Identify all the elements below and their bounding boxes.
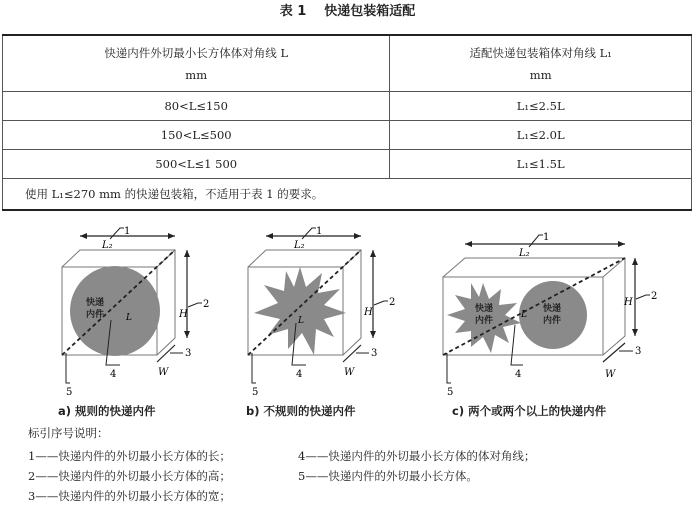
svg-text:5: 5 [447,387,454,398]
table-row [3,92,692,121]
table-title [0,0,695,19]
legend-item-3: 3——快递内件的外切最小长方体的宽； [28,489,231,503]
item-label: 快递内件 [86,298,105,320]
ratio-cell: L₁≤1.5L [390,150,692,179]
width-label: W [158,367,169,378]
table-number: 表 1 [279,4,307,19]
callout-2: 2 [203,299,210,310]
svg-text:快递内件: 快递内件 [475,304,494,326]
figure-c-caption: c) 两个或两个以上的快递内件 [452,404,607,418]
svg-text:H: H [624,297,633,308]
legend-item-5: 5——快递内件的外切最小长方体。 [298,469,478,483]
table-row [3,121,692,150]
header-right-unit: mm [529,67,552,82]
svg-text:5: 5 [252,387,259,398]
svg-text:H: H [364,307,373,318]
svg-text:W: W [605,369,616,380]
range-cell: 500<L≤1 500 [3,150,390,179]
length-label: L₂ [102,240,113,251]
svg-text:1: 1 [316,226,323,237]
table-row [3,150,692,179]
svg-text:W: W [344,367,355,378]
table-note: 使用 L₁≤270 mm 的快递包装箱，不适用于表 1 的要求。 [3,179,692,211]
height-label: H [179,309,188,320]
legend-item-4: 4——快递内件的外切最小长方体的体对角线； [298,449,536,463]
figure-c-diagram [425,225,665,400]
regular-item-circle [70,266,160,356]
header-left-label: 快递内件外切最小长方体体对角线 L [104,45,289,60]
svg-text:2: 2 [389,297,396,308]
ratio-cell: L₁≤2.0L [390,121,692,150]
range-cell: 150<L≤500 [3,121,390,150]
svg-text:4: 4 [515,369,522,380]
header-left-unit: mm [185,67,208,82]
header-right-label: 适配快递包装箱体对角线 L₁ [469,45,612,60]
svg-text:快递内件: 快递内件 [543,304,562,326]
svg-text:L₂: L₂ [519,248,530,259]
figure-a-caption: a) 规则的快递内件 [58,404,156,418]
callout-3: 3 [185,348,192,359]
svg-text:1: 1 [543,232,550,243]
svg-text:3: 3 [371,348,378,359]
callout-1: 1 [124,226,131,237]
svg-text:4: 4 [296,369,303,380]
legend-heading: 标引序号说明： [28,426,109,440]
legend-item-2: 2——快递内件的外切最小长方体的高； [28,469,231,483]
diag-label: L [126,313,132,323]
legend-item-1: 1——快递内件的外切最小长方体的长； [28,449,231,463]
callout-5: 5 [66,387,73,398]
callout-4: 4 [110,369,117,380]
range-cell: 80<L≤150 [3,92,390,121]
svg-text:L: L [521,310,527,320]
svg-text:L: L [298,316,304,326]
table-title-text: 快递包装箱适配 [324,4,416,19]
ratio-cell: L₁≤2.5L [390,92,692,121]
figure-a-diagram [40,225,210,400]
regular-item-circle [519,281,587,349]
irregular-item-star [254,267,346,355]
svg-text:3: 3 [635,346,642,357]
header-left [3,35,390,92]
adaptation-table [2,34,692,211]
svg-text:L₂: L₂ [294,240,305,251]
svg-text:2: 2 [651,291,658,302]
figure-b-diagram [230,225,400,400]
header-right [390,35,692,92]
figure-b-caption: b) 不规则的快递内件 [246,404,356,418]
